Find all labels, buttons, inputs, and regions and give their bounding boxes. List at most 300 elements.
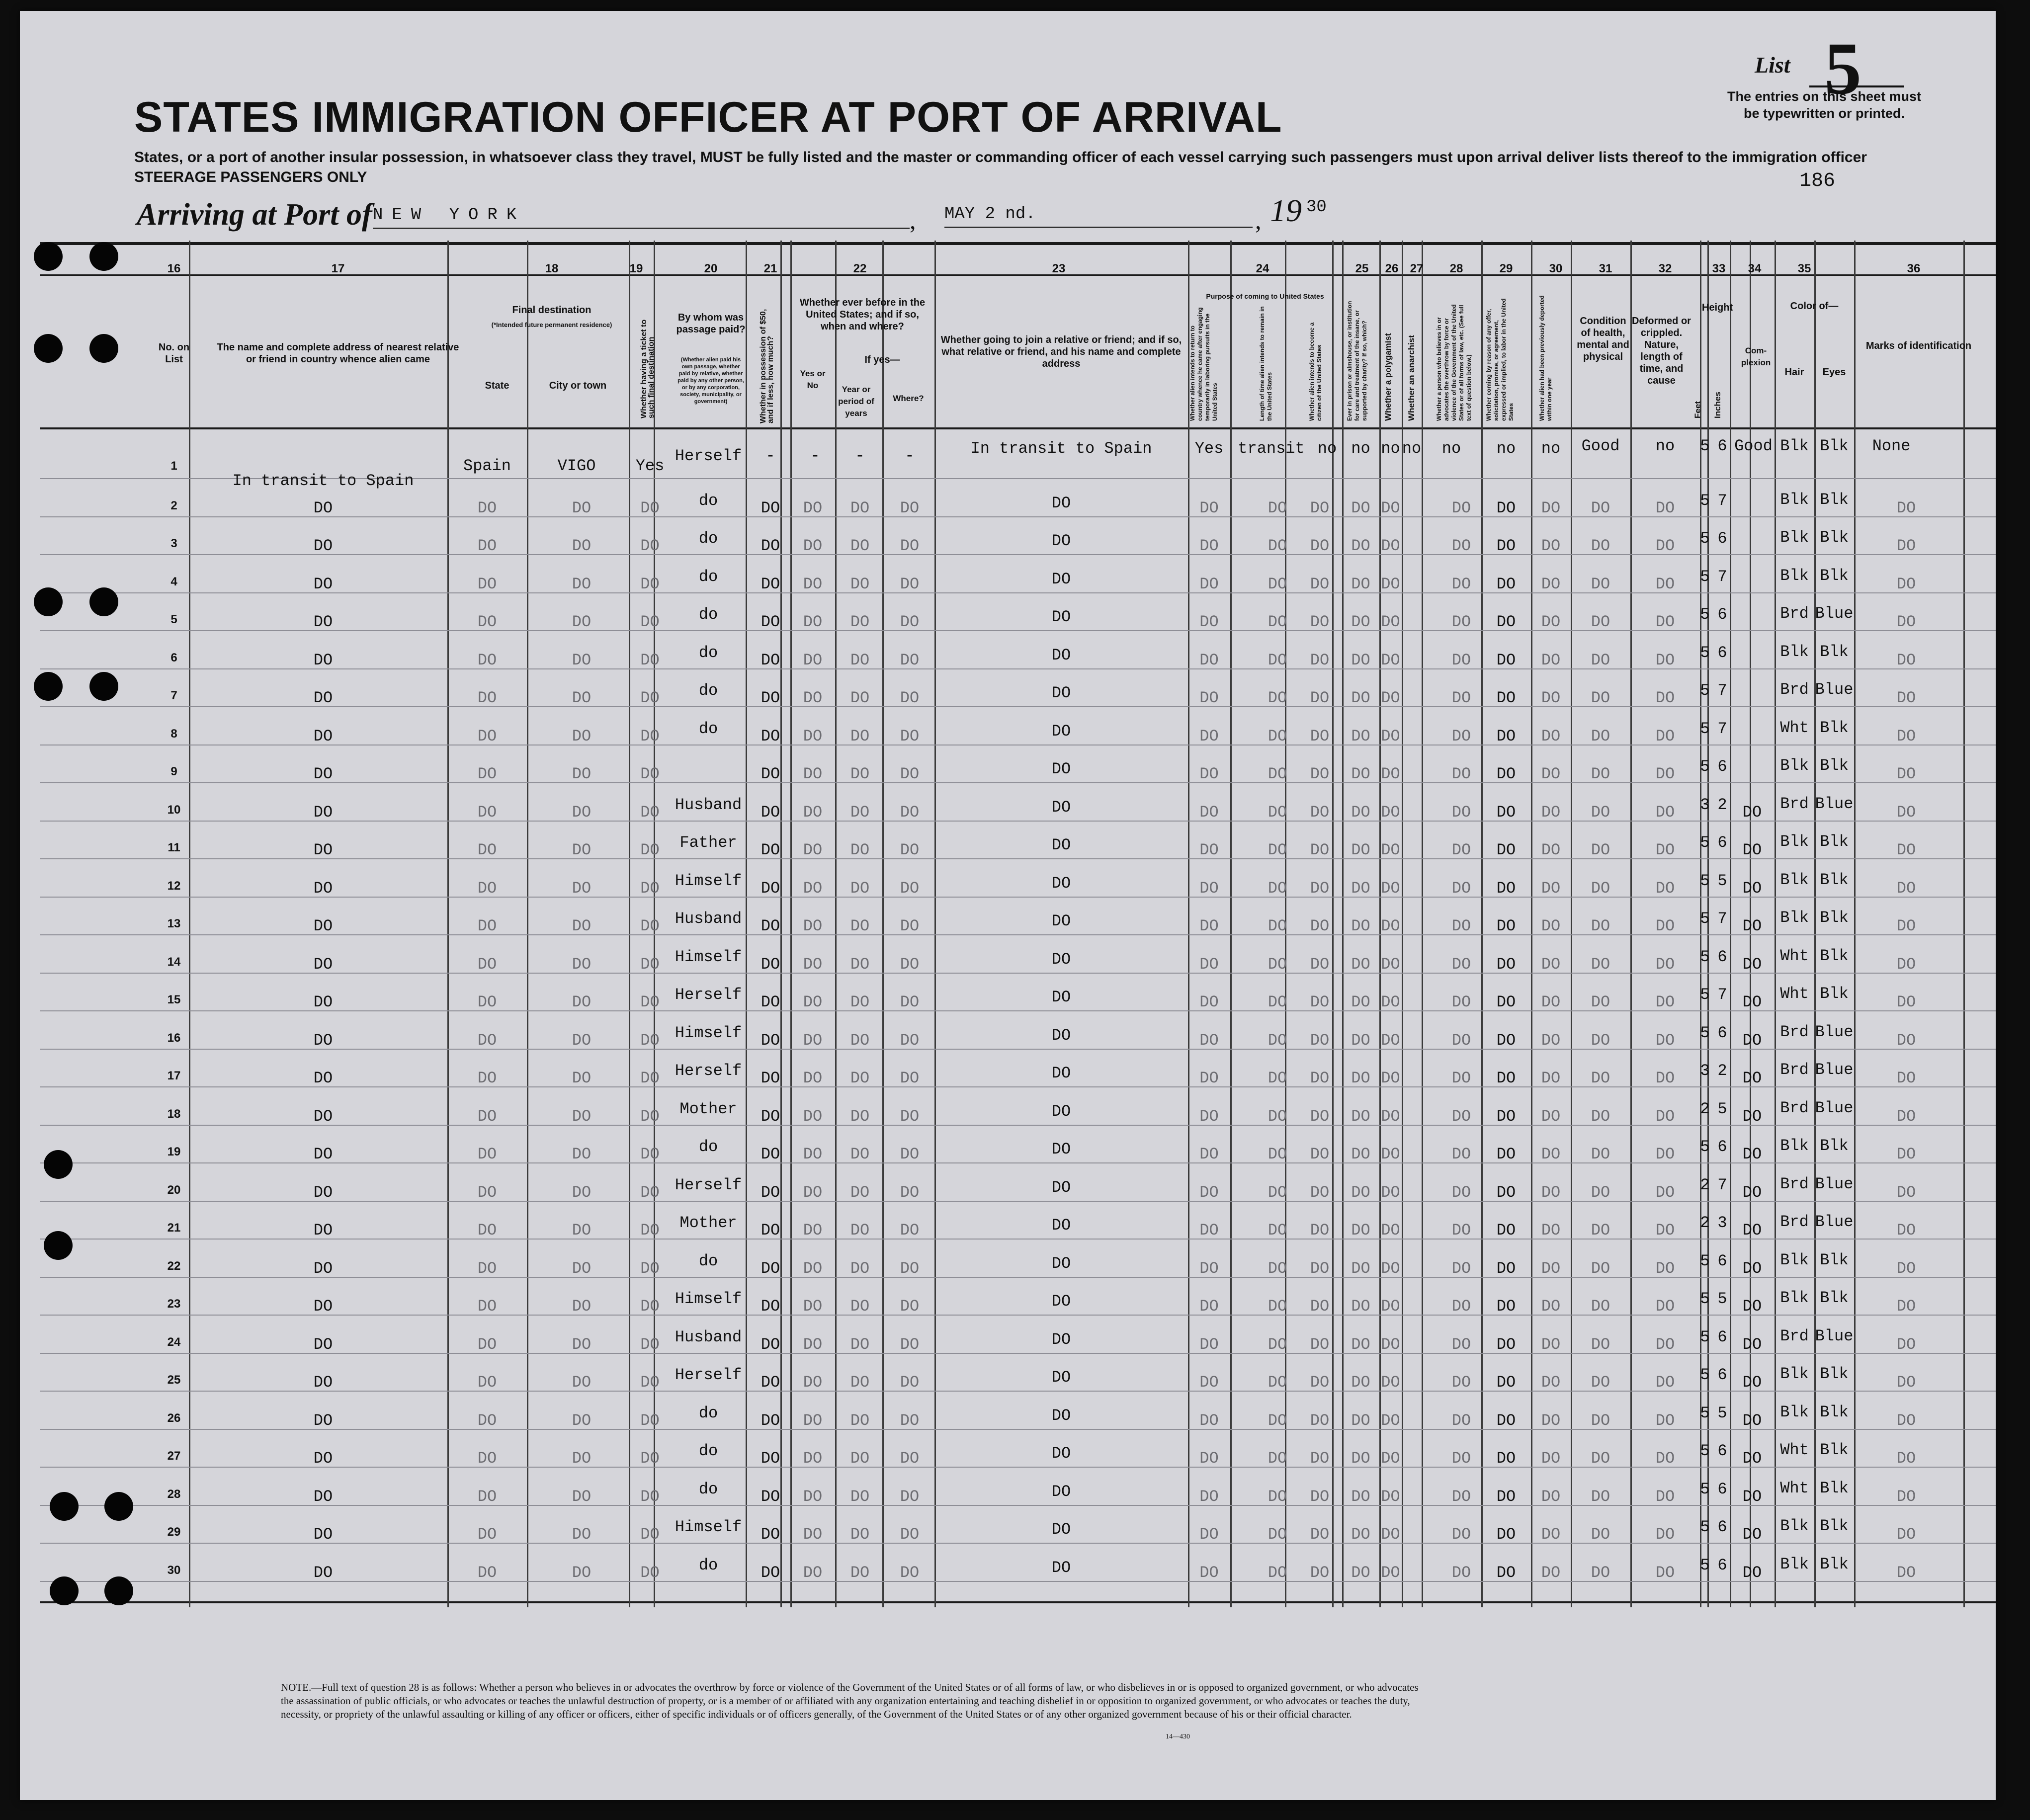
eyes-cell: Blk [1820, 1479, 1849, 1497]
purpose-b-cell: DO [1268, 917, 1287, 935]
eyes-cell: Blue [1815, 680, 1854, 699]
deformed-cell: DO [1655, 993, 1675, 1011]
possession-cell: DO [761, 1411, 780, 1430]
offer-cell: DO [1496, 993, 1516, 1011]
purpose-a-cell: DO [1199, 1107, 1219, 1126]
where-cell: DO [900, 1107, 920, 1126]
purpose-c-cell: DO [1310, 1487, 1330, 1506]
city-cell: DO [572, 1259, 592, 1278]
marks-cell: DO [1896, 1487, 1916, 1506]
ticket-cell: DO [640, 1525, 660, 1544]
ever-before-cell: DO [803, 1031, 823, 1050]
deformed-cell: DO [1655, 689, 1675, 707]
purpose-b-cell: DO [1268, 1031, 1287, 1050]
overthrow-cell: DO [1451, 1411, 1471, 1430]
deported-cell: DO [1541, 879, 1561, 898]
deformed-cell: DO [1655, 955, 1675, 974]
feet-cell: 5 [1700, 643, 1710, 662]
inches-cell: 7 [1717, 1175, 1727, 1194]
hdr-possession: Whether in possession of $50, and if less, how much? [759, 309, 775, 423]
purpose-b-cell: DO [1268, 1145, 1287, 1163]
offer-cell: DO [1496, 1259, 1516, 1278]
join-cell: DO [1051, 646, 1071, 664]
ticket-cell: DO [640, 537, 660, 555]
marks-cell: DO [1896, 651, 1916, 669]
ticket-cell: DO [640, 727, 660, 745]
condition-cell: DO [1591, 1335, 1610, 1354]
purpose-a-cell: DO [1199, 993, 1219, 1011]
hair-cell: Brd [1780, 1098, 1809, 1117]
hair-cell: Blk [1780, 870, 1809, 889]
deformed-cell: DO [1655, 498, 1675, 517]
deformed-cell: DO [1655, 1373, 1675, 1392]
purpose-a-cell: DO [1199, 613, 1219, 631]
paid-by-cell: Husband [675, 1327, 742, 1346]
inches-cell: 6 [1717, 529, 1727, 548]
deported-cell: DO [1541, 917, 1561, 935]
purpose-c-cell: DO [1310, 803, 1330, 822]
prison-cell: DO [1351, 1335, 1370, 1354]
marks-cell: DO [1896, 1563, 1916, 1582]
col-num-26: 26 [1385, 262, 1399, 275]
eyes-cell: Blk [1820, 1441, 1849, 1459]
complexion-cell: DO [1742, 1297, 1762, 1316]
marks-cell: DO [1896, 1069, 1916, 1087]
prison-cell: DO [1351, 613, 1370, 631]
condition-cell: DO [1591, 1259, 1610, 1278]
row-number: 20 [167, 1183, 181, 1197]
join-cell: DO [1051, 988, 1071, 1006]
hdr-final-destination-note: (*Intended future permanent residence) [491, 321, 612, 329]
city-cell: DO [572, 727, 592, 745]
purpose-b-cell: DO [1268, 1259, 1287, 1278]
purpose-b-cell: DO [1268, 1221, 1287, 1240]
condition-cell: DO [1591, 727, 1610, 745]
ticket-cell: DO [640, 993, 660, 1011]
typewritten-note: The entries on this sheet must be typewritten or printed. [1727, 89, 1922, 121]
prison-cell: DO [1351, 917, 1370, 935]
inches-cell: 6 [1717, 605, 1727, 624]
condition-cell: DO [1591, 1373, 1610, 1392]
deformed-cell: DO [1655, 1297, 1675, 1316]
overthrow-cell: DO [1451, 1107, 1471, 1126]
polygamist-cell: DO [1381, 651, 1400, 669]
year-period-cell: DO [850, 993, 870, 1011]
eyes-cell: Blk [1820, 870, 1849, 889]
punch-hole [34, 242, 63, 271]
hdr-color-of: Color of— [1790, 301, 1839, 312]
feet-cell: 5 [1700, 1556, 1710, 1574]
purpose-a-cell: DO [1199, 1525, 1219, 1544]
possession-cell: DO [761, 1069, 780, 1087]
punch-hole [104, 1492, 133, 1521]
join-cell: DO [1051, 1140, 1071, 1158]
purpose-b-cell: transit [1238, 439, 1305, 458]
ever-before-cell: DO [803, 803, 823, 822]
hdr-condition: Condition of health, mental and physical [1577, 316, 1629, 362]
purpose-a-cell: DO [1199, 1411, 1219, 1430]
purpose-b-cell: DO [1268, 993, 1287, 1011]
eyes-cell: Blk [1820, 528, 1849, 547]
where-cell: DO [900, 1449, 920, 1468]
purpose-a-cell: DO [1199, 1297, 1219, 1316]
row-number: 1 [170, 459, 177, 473]
eyes-cell: Blk [1820, 946, 1849, 965]
purpose-b-cell: DO [1268, 613, 1287, 631]
prison-cell: DO [1351, 1107, 1370, 1126]
polygamist-cell: DO [1381, 1411, 1400, 1430]
ever-before-cell: DO [803, 955, 823, 974]
city-cell: DO [572, 1563, 592, 1582]
purpose-b-cell: DO [1268, 1107, 1287, 1126]
condition-cell: DO [1591, 765, 1610, 783]
possession-cell: DO [761, 841, 780, 859]
marks-cell: DO [1896, 1221, 1916, 1240]
polygamist-cell: DO [1381, 993, 1400, 1011]
hdr-final-destination: Final destination [512, 305, 592, 316]
possession-cell: DO [761, 955, 780, 974]
eyes-cell: Blk [1820, 490, 1849, 509]
purpose-b-cell: DO [1268, 765, 1287, 783]
purpose-b-cell: DO [1268, 1335, 1287, 1354]
relative-cell: DO [313, 1297, 333, 1316]
overthrow-cell: DO [1451, 1449, 1471, 1468]
deported-cell: DO [1541, 1487, 1561, 1506]
where-cell: DO [900, 613, 920, 631]
join-cell: In transit to Spain [970, 439, 1152, 458]
ever-before-cell: DO [803, 1221, 823, 1240]
year-period-cell: DO [850, 651, 870, 669]
hdr-passage-note: (Whether alien paid his own passage, whether paid by relative, whether paid by any other person, or by any corporation, society, municipality, or government) [677, 357, 744, 405]
condition-cell: DO [1591, 537, 1610, 555]
hair-cell: Blk [1780, 1365, 1809, 1383]
state-cell: DO [477, 613, 497, 631]
relative-cell: DO [313, 1449, 333, 1468]
city-cell: DO [572, 841, 592, 859]
purpose-a-cell: DO [1199, 1145, 1219, 1163]
feet-cell: 5 [1700, 681, 1710, 700]
state-cell: DO [477, 575, 497, 593]
hair-cell: Wht [1780, 718, 1809, 737]
purpose-b-cell: DO [1268, 841, 1287, 859]
condition-cell: DO [1591, 917, 1610, 935]
paid-by-cell: Husband [675, 910, 742, 928]
list-underline [1809, 85, 1904, 87]
ticket-cell: DO [640, 651, 660, 669]
city-cell: DO [572, 1183, 592, 1202]
purpose-a-cell: DO [1199, 1259, 1219, 1278]
purpose-a-cell: DO [1199, 689, 1219, 707]
year-period-cell: DO [850, 1221, 870, 1240]
purpose-a-cell: DO [1199, 955, 1219, 974]
ticket-cell: DO [640, 1373, 660, 1392]
feet-cell: 5 [1700, 491, 1710, 510]
offer-cell: DO [1496, 1031, 1516, 1050]
year-period-cell: DO [850, 613, 870, 631]
inches-cell: 2 [1717, 1062, 1727, 1080]
ticket-cell: DO [640, 765, 660, 783]
inches-cell: 7 [1717, 719, 1727, 738]
purpose-c-cell: DO [1310, 689, 1330, 707]
marks-cell: DO [1896, 1449, 1916, 1468]
purpose-b-cell: DO [1268, 498, 1287, 517]
col-num-32: 32 [1658, 262, 1672, 275]
purpose-b-cell: DO [1268, 1069, 1287, 1087]
state-cell: DO [477, 765, 497, 783]
purpose-a-cell: DO [1199, 803, 1219, 822]
punch-hole [89, 242, 118, 271]
year-period-cell: DO [850, 1525, 870, 1544]
state-cell: DO [477, 1449, 497, 1468]
punch-hole [89, 672, 118, 701]
where-cell: DO [900, 727, 920, 745]
complexion-cell: DO [1742, 1145, 1762, 1163]
col-num-25: 25 [1355, 262, 1369, 275]
feet-cell: 5 [1700, 871, 1710, 890]
deformed-cell: DO [1655, 1335, 1675, 1354]
year-period-cell: - [855, 447, 865, 465]
eyes-cell: Blk [1820, 1289, 1849, 1307]
marks-cell: DO [1896, 993, 1916, 1011]
possession-cell: DO [761, 575, 780, 593]
feet-cell: 5 [1700, 1251, 1710, 1270]
row-number: 7 [170, 689, 177, 702]
deported-cell: no [1541, 439, 1561, 458]
possession-cell: DO [761, 1487, 780, 1506]
ticket-cell: DO [640, 1563, 660, 1582]
marks-cell: DO [1896, 1335, 1916, 1354]
row-number: 13 [167, 917, 181, 930]
purpose-c-cell: DO [1310, 1297, 1330, 1316]
column-divider [746, 241, 747, 1607]
list-number: 5 [1824, 27, 1861, 110]
prison-cell: DO [1351, 1525, 1370, 1544]
offer-cell: DO [1496, 1335, 1516, 1354]
paid-by-cell: Father [679, 833, 737, 852]
table-bottom-rule [40, 1601, 1996, 1603]
marks-cell: DO [1896, 1183, 1916, 1202]
inches-cell: 5 [1717, 871, 1727, 890]
condition-cell: DO [1591, 613, 1610, 631]
deported-cell: DO [1541, 1525, 1561, 1544]
offer-cell: DO [1496, 1183, 1516, 1202]
deported-cell: DO [1541, 1335, 1561, 1354]
offer-cell: DO [1496, 613, 1516, 631]
polygamist-cell: DO [1381, 613, 1400, 631]
possession-cell: DO [761, 765, 780, 783]
ticket-cell: DO [640, 1449, 660, 1468]
feet-cell: 3 [1700, 795, 1710, 814]
purpose-c-cell: DO [1310, 1335, 1330, 1354]
condition-cell: DO [1591, 803, 1610, 822]
city-cell: DO [572, 803, 592, 822]
possession-cell: - [765, 447, 775, 465]
inches-cell: 6 [1717, 757, 1727, 776]
relative-cell: In transit to Spain [232, 472, 414, 490]
condition-cell: Good [1581, 437, 1620, 455]
offer-cell: no [1496, 439, 1516, 458]
condition-cell: DO [1591, 498, 1610, 517]
purpose-c-cell: DO [1310, 498, 1330, 517]
where-cell: DO [900, 1145, 920, 1163]
deported-cell: DO [1541, 1373, 1561, 1392]
purpose-c-cell: DO [1310, 1449, 1330, 1468]
where-cell: DO [900, 803, 920, 822]
condition-cell: DO [1591, 1031, 1610, 1050]
column-divider [835, 241, 837, 1607]
deformed-cell: DO [1655, 1449, 1675, 1468]
row-number: 14 [167, 955, 181, 969]
city-cell: DO [572, 1525, 592, 1544]
feet-cell: 3 [1700, 1062, 1710, 1080]
port-field: NEW YORK [373, 206, 910, 229]
form-subtitle: States, or a port of another insular possession, in whatsoever class they travel, MUST be fully listed and the master or commanding officer of each vessel carrying such passengers must upon arrival deliver lists thereof to the immigration officer [134, 149, 1867, 165]
purpose-b-cell: DO [1268, 1373, 1287, 1392]
ticket-cell: DO [640, 879, 660, 898]
city-cell: DO [572, 1069, 592, 1087]
relative-cell: DO [313, 575, 333, 593]
hair-cell: Blk [1780, 1517, 1809, 1535]
possession-cell: DO [761, 1183, 780, 1202]
hair-cell: Brd [1780, 680, 1809, 699]
join-cell: DO [1051, 494, 1071, 512]
ticket-cell: DO [640, 803, 660, 822]
where-cell: DO [900, 917, 920, 935]
purpose-b-cell: DO [1268, 1487, 1287, 1506]
possession-cell: DO [761, 1525, 780, 1544]
inches-cell: 6 [1717, 1480, 1727, 1498]
hair-cell: Wht [1780, 985, 1809, 1003]
where-cell: - [905, 447, 915, 465]
polygamist-cell: DO [1381, 841, 1400, 859]
purpose-a-cell: DO [1199, 498, 1219, 517]
year-period-cell: DO [850, 765, 870, 783]
condition-cell: DO [1591, 1221, 1610, 1240]
deformed-cell: DO [1655, 841, 1675, 859]
relative-cell: DO [313, 1335, 333, 1354]
complexion-cell: DO [1742, 1487, 1762, 1506]
relative-cell: DO [313, 498, 333, 517]
paid-by-cell: do [698, 529, 718, 548]
eyes-cell: Blue [1815, 1174, 1854, 1193]
polygamist-cell: DO [1381, 1145, 1400, 1163]
join-cell: DO [1051, 570, 1071, 588]
inches-cell: 6 [1717, 1518, 1727, 1536]
relative-cell: DO [313, 537, 333, 555]
purpose-a-cell: DO [1199, 1183, 1219, 1202]
relative-cell: DO [313, 1525, 333, 1544]
prison-cell: DO [1351, 1069, 1370, 1087]
purpose-c-cell: DO [1310, 537, 1330, 555]
complexion-cell: DO [1742, 1031, 1762, 1050]
polygamist-cell: DO [1381, 727, 1400, 745]
state-cell: DO [477, 1297, 497, 1316]
ever-before-cell: DO [803, 993, 823, 1011]
paid-by-cell: do [698, 681, 718, 700]
polygamist-cell: DO [1381, 1297, 1400, 1316]
city-cell: DO [572, 689, 592, 707]
ever-before-cell: DO [803, 1449, 823, 1468]
possession-cell: DO [761, 651, 780, 669]
inches-cell: 5 [1717, 1099, 1727, 1118]
possession-cell: DO [761, 1221, 780, 1240]
state-cell: DO [477, 879, 497, 898]
year-period-cell: DO [850, 1563, 870, 1582]
eyes-cell: Blk [1820, 909, 1849, 927]
state-cell: DO [477, 955, 497, 974]
condition-cell: DO [1591, 575, 1610, 593]
hdr-polygamist: Whether a polygamist [1383, 333, 1393, 421]
feet-cell: 5 [1700, 1138, 1710, 1156]
prison-cell: DO [1351, 689, 1370, 707]
paid-by-cell: do [698, 1251, 718, 1270]
hdr-city: City or town [549, 380, 607, 391]
ever-before-cell: DO [803, 1145, 823, 1163]
row-number: 18 [167, 1107, 181, 1121]
row-number: 10 [167, 803, 181, 817]
punch-hole [34, 334, 63, 363]
deformed-cell: DO [1655, 1411, 1675, 1430]
where-cell: DO [900, 841, 920, 859]
possession-cell: DO [761, 498, 780, 517]
join-cell: DO [1051, 836, 1071, 854]
deformed-cell: DO [1655, 613, 1675, 631]
deformed-cell: DO [1655, 1031, 1675, 1050]
join-cell: DO [1051, 1178, 1071, 1197]
feet-cell: 5 [1700, 947, 1710, 966]
hair-cell: Blk [1780, 1137, 1809, 1155]
marks-cell: DO [1896, 879, 1916, 898]
hdr-eyes: Eyes [1822, 367, 1846, 378]
col-num-27: 27 [1410, 262, 1424, 275]
purpose-c-cell: DO [1310, 955, 1330, 974]
inches-cell: 7 [1717, 567, 1727, 586]
relative-cell: DO [313, 1411, 333, 1430]
col-num-21: 21 [763, 262, 777, 275]
deformed-cell: DO [1655, 1221, 1675, 1240]
polygamist-cell: DO [1381, 689, 1400, 707]
where-cell: DO [900, 651, 920, 669]
feet-cell: 5 [1700, 529, 1710, 548]
join-cell: DO [1051, 1292, 1071, 1311]
possession-cell: DO [761, 727, 780, 745]
punch-hole [34, 672, 63, 701]
deported-cell: DO [1541, 1031, 1561, 1050]
row-number: 11 [168, 841, 180, 854]
polygamist-cell: DO [1381, 765, 1400, 783]
polygamist-cell: DO [1381, 1069, 1400, 1087]
prison-cell: DO [1351, 841, 1370, 859]
purpose-a-cell: DO [1199, 879, 1219, 898]
possession-cell: DO [761, 1297, 780, 1316]
state-cell: Spain [463, 457, 511, 475]
join-cell: DO [1051, 1064, 1071, 1082]
year-period-cell: DO [850, 1373, 870, 1392]
relative-cell: DO [313, 879, 333, 898]
ever-before-cell: DO [803, 498, 823, 517]
feet-cell: 5 [1700, 1518, 1710, 1536]
possession-cell: DO [761, 879, 780, 898]
city-cell: DO [572, 1031, 592, 1050]
paid-by-cell: Himself [675, 947, 742, 966]
prison-cell: no [1351, 439, 1370, 458]
ticket-cell: DO [640, 1145, 660, 1163]
where-cell: DO [900, 1411, 920, 1430]
city-cell: DO [572, 955, 592, 974]
polygamist-cell: DO [1381, 917, 1400, 935]
purpose-c-cell: DO [1310, 993, 1330, 1011]
relative-cell: DO [313, 1183, 333, 1202]
